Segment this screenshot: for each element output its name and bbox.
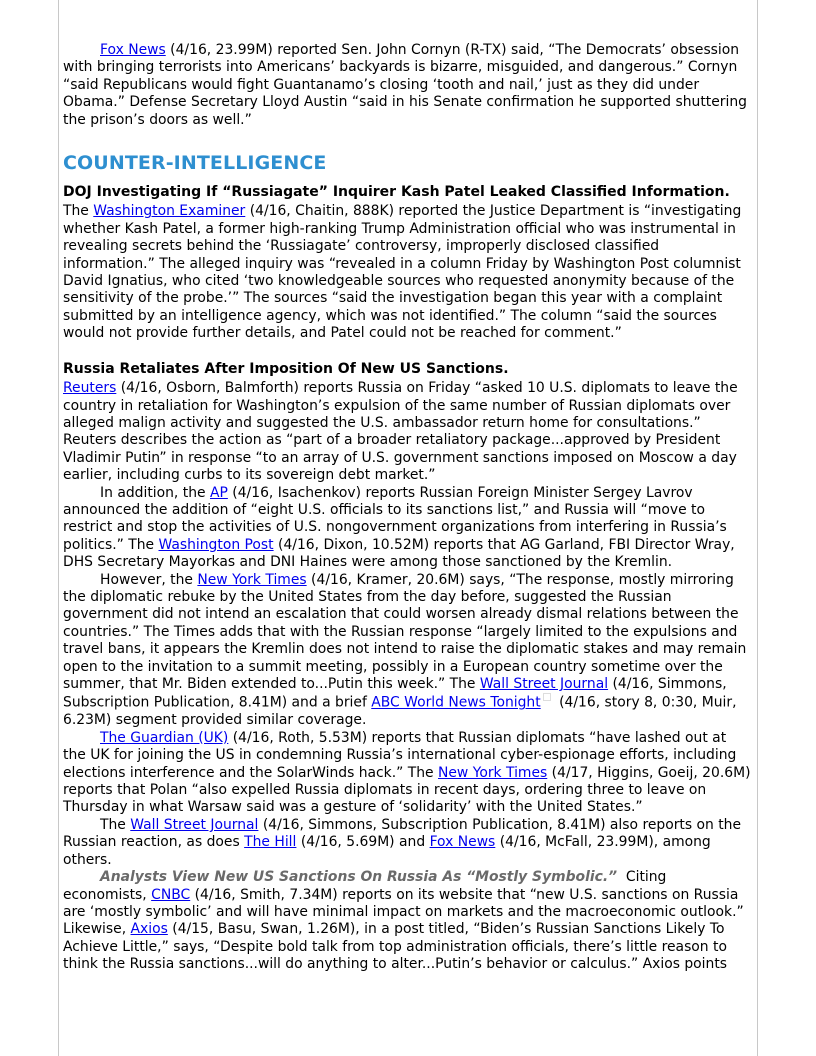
paragraph-ap: In addition, the AP (4/16, Isachenkov) reports Russian Foreign Minister Sergey Lavrov announced the addition of “eight U.S. officials to its sanctions list,” and Russia will “move to restrict and stop the activities of U.S. nongovernment organizations from interfering in Russia’s politics.” The Washington Post (4/16, Dixon, 10.52M) reports that AG Garland, FBI Director Wray, DHS Secretary Mayorkas and DNI Haines were among those sanctioned by the Kremlin.: [63, 484, 735, 571]
paragraph-guardian: The Guardian (UK) (4/16, Roth, 5.53M) reports that Russian diplomats “have lashed out at the UK for joining the US in condemning Russia’s international cyber-espionage efforts, including elections interference and the SolarWinds hack.” The New York Times (4/17, Higgins, Goeij, 20.6M) reports that Polan “also expelled Russia diplomats in recent days, ordering three to leave on Thursday in what Warsaw said was a gesture of ‘solidarity’ with the United States.”: [63, 729, 751, 816]
paragraph-nyt: However, the New York Times (4/16, Kramer, 20.6M) says, “The response, mostly mirroring the diplomatic rebuke by the United States from the day before, suggested the Russian government did not intend an escalation that could worsen already dismal relations between the countries.” The Times adds that with the Russian response “largely limited to the expulsions and travel bans, it appears the Kremlin does not intend to raise the diplomatic stakes and may remain open to the invitation to a summit meeting, possibly in a European country sometime over the summer, that Mr. Biden extended to...Putin this week.” The Wall Street Journal (4/16, Simmons, Subscription Publication, 8.41M) and a brief ABC World News Tonight (4/16, story 8, 0:30, Muir, 6.23M) segment provided similar coverage.: [63, 571, 747, 729]
link-ap[interactable]: AP: [209, 484, 228, 501]
link-washington-examiner[interactable]: Washington Examiner: [93, 203, 246, 220]
paragraph-reuters: Reuters (4/16, Osborn, Balmforth) reports Russia on Friday “asked 10 U.S. diplomats to leave the country in retaliation for Washington’s expulsion of the same number of Russian diplomats over alleged malign activity and suggested the U.S. ambassador return home for consultations.” Reuters describes the action as “part of a broader retaliatory package...approved by President Vladimir Putin” in response “to an array of U.S. government sanctions imposed on Moscow a day earlier, including curbs to its sovereign debt market.”: [63, 380, 738, 484]
document-body: [63, 42, 753, 974]
paragraph-cornyn: Fox News (4/16, 23.99M) reported Sen. John Cornyn (R-TX) said, “The Democrats’ obsession with bringing terrorists into Americans’ backyards is bizarre, misguided, and dangerous.” Cornyn “said Republicans would fight Guantanamo’s closing ‘tooth and nail,’ just as they did under Obama.” Defense Secretary Lloyd Austin “said in his Senate confirmation he supported shuttering the prison’s doors as well.”: [63, 42, 747, 128]
story-headline-patel: DOJ Investigating If “Russiagate” Inquirer Kash Patel Leaked Classified Information.: [63, 184, 730, 201]
link-abc-world-news-tonight[interactable]: ABC World News Tonight: [371, 695, 541, 712]
subheading-analysts: Analysts View New US Sanctions On Russia As “Mostly Symbolic.”: [100, 869, 618, 886]
link-washington-post[interactable]: Washington Post: [158, 536, 274, 553]
video-camera-icon[interactable]: [543, 693, 551, 701]
link-wall-street-journal[interactable]: Wall Street Journal: [479, 676, 609, 692]
link-reuters[interactable]: Reuters: [63, 380, 117, 397]
link-fox-news[interactable]: Fox News: [100, 42, 166, 58]
link-fox-news-2[interactable]: Fox News: [429, 834, 496, 851]
paragraph-wsj: The Wall Street Journal (4/16, Simmons, Subscription Publication, 8.41M) also reports on the Russian reaction, as does The Hill (4/16, 5.69M) and Fox News (4/16, McFall, 23.99M), among others.: [63, 816, 742, 868]
paragraph-analysts: Analysts View New US Sanctions On Russia As “Mostly Symbolic.” Citing economists, CNBC (4/16, Smith, 7.34M) reports on its website that “new U.S. sanctions on Russia are ‘mostly symbolic’ and will have minimal impact on markets and the macroeconomic outlook.” Likewise, Axios (4/15, Basu, Swan, 1.26M), in a post titled, “Biden’s Russian Sanctions Likely To Achieve Little,” says, “Despite bold talk from top administration officials, there’s little reason to think the Russia sanctions...will do anything to alter...Putin’s behavior or calculus.” Axios points: [63, 869, 744, 973]
paragraph-patel: The Washington Examiner (4/16, Chaitin, 888K) reported the Justice Department is “investigating whether Kash Patel, a former high-ranking Trump Administration official who was instrumental in revealing secrets behind the ‘Russiagate’ controversy, improperly disclosed classified information.” The alleged inquiry was “revealed in a column Friday by Washington Post columnist David Ignatius, who cited ‘two knowledgeable sources who requested anonymity because of the sensitivity of the probe.’” The sources “said the investigation began this year with a complaint submitted by an intelligence agency, which was not identified.” The column “said the sources would not provide further details, and Patel could not be reached for comment.”: [63, 203, 742, 342]
link-the-hill[interactable]: The Hill: [244, 834, 297, 851]
link-new-york-times[interactable]: New York Times: [197, 571, 307, 588]
section-heading: COUNTER-INTELLIGENCE: [63, 152, 327, 175]
link-the-guardian[interactable]: The Guardian (UK): [100, 729, 229, 746]
story-headline-russia: Russia Retaliates After Imposition Of New US Sanctions.: [63, 360, 509, 377]
link-cnbc[interactable]: CNBC: [151, 886, 191, 903]
link-new-york-times-2[interactable]: New York Times: [438, 764, 548, 781]
link-axios[interactable]: Axios: [130, 921, 168, 938]
link-wall-street-journal-2[interactable]: Wall Street Journal: [130, 816, 259, 833]
